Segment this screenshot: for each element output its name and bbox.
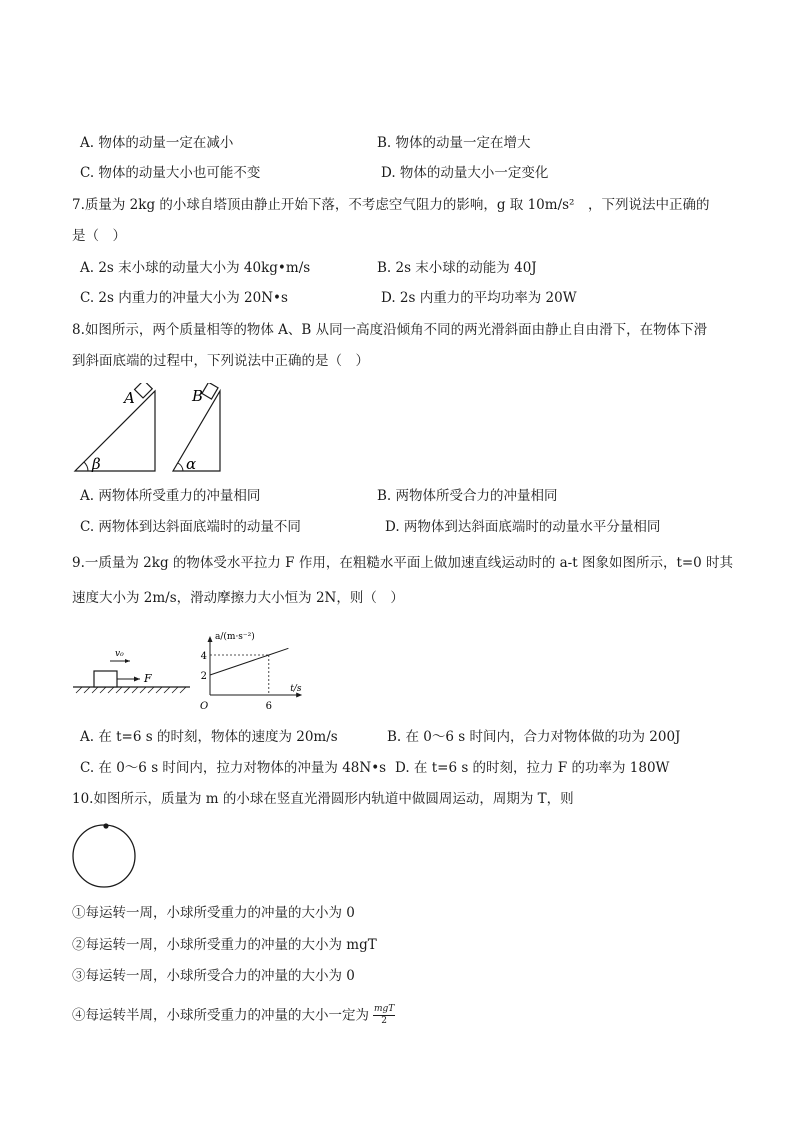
y-axis-arrowhead <box>208 636 213 642</box>
label-a: A <box>124 389 135 407</box>
q9-option-a: A. 在 t=6 s 的时刻，物体的速度为 20m/s <box>80 729 338 745</box>
circular-track-figure <box>70 820 140 890</box>
fraction-denominator: 2 <box>381 1016 388 1027</box>
q10-statement-2: ②每运转一周，小球所受重力的冲量的大小为 mgT <box>72 937 377 953</box>
force-arrowhead <box>134 677 140 682</box>
acceleration-line <box>210 648 288 675</box>
fraction-numerator: mgT <box>373 1005 395 1016</box>
incline-a <box>75 391 155 471</box>
circular-track <box>73 825 135 887</box>
q10-statement-4-text: ④每运转半周，小球所受重力的冲量的大小一定为 <box>72 1007 369 1024</box>
label-beta: β <box>92 455 101 473</box>
block-on-surface-figure <box>70 640 195 700</box>
x-axis-label: t/s <box>290 684 302 694</box>
q9-stem-line2: 速度大小为 2m/s，滑动摩擦力大小恒为 2N，则（ ） <box>72 590 404 606</box>
q6-option-d: D. 物体的动量大小一定变化 <box>381 165 549 181</box>
fraction-mgt-over-2 <box>373 1005 395 1027</box>
q8-stem-line2: 到斜面底端的过程中，下列说法中正确的是（ ） <box>72 353 369 369</box>
x-tick-label: 6 <box>265 701 272 712</box>
label-b: B <box>192 387 204 405</box>
q10-statement-4 <box>72 1005 395 1027</box>
q9-option-c: C. 在 0～6 s 时间内，拉力对物体的冲量为 48N•s <box>80 760 387 776</box>
q8-option-c: C. 两物体到达斜面底端时的动量不同 <box>80 519 301 535</box>
q9-option-d: D. 在 t=6 s 的时刻，拉力 F 的功率为 180W <box>395 760 670 776</box>
q7-stem-line2: 是（ ） <box>72 228 126 244</box>
q6-option-b: B. 物体的动量一定在增大 <box>377 135 531 151</box>
y-tick-label: 4 <box>200 651 207 662</box>
angle-alpha-arc <box>178 463 183 471</box>
y-tick-label: 2 <box>200 671 207 682</box>
q7-option-d: D. 2s 内重力的平均功率为 20W <box>381 290 577 306</box>
q8-option-b: B. 两物体所受合力的冲量相同 <box>377 488 558 504</box>
inclined-planes-figure <box>70 383 230 478</box>
q9-option-b: B. 在 0～6 s 时间内，合力对物体做的功为 200J <box>387 729 681 745</box>
q6-option-a: A. 物体的动量一定在减小 <box>80 135 234 151</box>
q7-option-b: B. 2s 末小球的动能为 40J <box>377 260 537 276</box>
q9-stem-line1: 9.一质量为 2kg 的物体受水平拉力 F 作用，在粗糙水平面上做加速直线运动时的 a-t 图象如图所示，t=0 时其 <box>72 555 734 571</box>
y-axis-label: a/(m·s⁻²) <box>215 632 255 642</box>
a-t-chart <box>198 616 310 718</box>
block-b <box>202 383 218 399</box>
q8-option-a: A. 两物体所受重力的冲量相同 <box>80 488 261 504</box>
block <box>94 671 117 687</box>
q10-stem: 10.如图所示，质量为 m 的小球在竖直光滑圆形内轨道中做圆周运动，周期为 T，则 <box>72 791 574 807</box>
velocity-arrowhead <box>125 659 130 663</box>
q7-option-c: C. 2s 内重力的冲量大小为 20N•s <box>80 290 288 306</box>
angle-beta-arc <box>84 462 88 471</box>
q7-option-a: A. 2s 末小球的动量大小为 40kg•m/s <box>80 260 311 276</box>
origin-label: O <box>200 701 209 712</box>
label-force: F <box>144 672 152 685</box>
q10-statement-1: ①每运转一周，小球所受重力的冲量的大小为 0 <box>72 905 355 921</box>
ball <box>103 823 108 828</box>
label-alpha: α <box>186 455 197 473</box>
label-v0: v₀ <box>115 649 124 659</box>
ground-hatching <box>76 687 186 693</box>
q10-statement-3: ③每运转一周，小球所受合力的冲量的大小为 0 <box>72 968 355 984</box>
q7-stem-line1: 7.质量为 2kg 的小球自塔顶由静止开始下落，不考虑空气阻力的影响，g 取 10m/s² ，下列说法中正确的 <box>72 197 710 213</box>
q8-stem-line1: 8.如图所示，两个质量相等的物体 A、B 从同一高度沿倾角不同的两光滑斜面由静止自由滑下，在物体下滑 <box>72 322 708 338</box>
q8-option-d: D. 两物体到达斜面底端时的动量水平分量相同 <box>385 519 661 535</box>
q6-option-c: C. 物体的动量大小也可能不变 <box>80 165 261 181</box>
